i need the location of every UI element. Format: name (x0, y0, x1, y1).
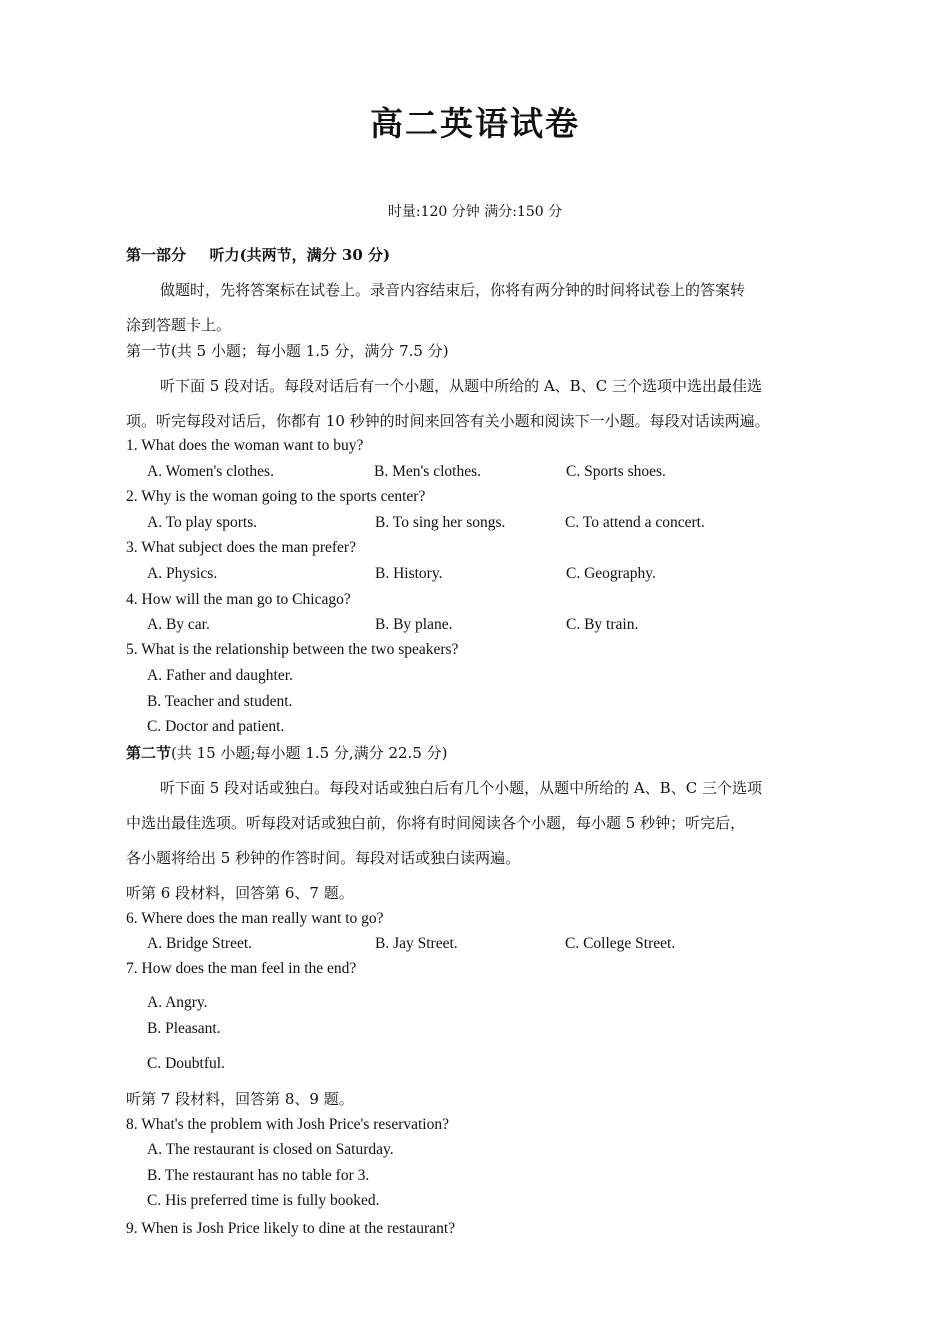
question-5-option-b: B. Teacher and student. (147, 693, 293, 710)
question-4-stem: 4. How will the man go to Chicago? (126, 591, 351, 608)
question-8-option-c: C. His preferred time is fully booked. (147, 1192, 380, 1209)
part1-heading (126, 244, 390, 265)
question-2-option-b: B. To sing her songs. (375, 514, 506, 531)
question-3-option-a: A. Physics. (147, 565, 218, 582)
question-4-option-c: C. By train. (566, 616, 639, 633)
question-1-option-c: C. Sports shoes. (566, 463, 666, 480)
material-6-heading: 听第 6 段材料，回答第 6、7 题。 (126, 884, 354, 902)
part1-heading-rest-bold (210, 246, 391, 264)
part1-heading-label: 第一部分 (126, 246, 187, 264)
question-1-option-b: B. Men's clothes. (374, 463, 481, 480)
question-2-option-c: C. To attend a concert. (565, 514, 705, 531)
section2-heading (126, 742, 448, 763)
question-8-option-a: A. The restaurant is closed on Saturday. (147, 1141, 394, 1158)
question-4-option-a: A. By car. (147, 616, 210, 633)
part1-instruction-line1: 做题时，先将答案标在试卷上。录音内容结束后，你将有两分钟的时间将试卷上的答案转 (160, 281, 746, 299)
question-2-option-a: A. To play sports. (147, 514, 258, 531)
section2-instruction-line3: 各小题将给出 5 秒钟的作答时间。每段对话或独白读两遍。 (126, 849, 521, 867)
question-7-option-a: A. Angry. (147, 994, 208, 1011)
section2-instruction-line1: 听下面 5 段对话或独白。每段对话或独白后有几个小题，从题中所给的 A、B、C 三个选项 (160, 779, 762, 797)
question-1-option-a: A. Women's clothes. (147, 463, 274, 480)
question-5-option-c: C. Doctor and patient. (147, 718, 285, 735)
question-3-option-c: C. Geography. (566, 565, 656, 582)
question-8-stem: 8. What's the problem with Josh Price's reservation? (126, 1116, 449, 1133)
section2-heading-rest: (共 15 小题;每小题 1.5 分,满分 22.5 分) (171, 744, 448, 762)
part1-heading-rest: 听力(共两节，满分 30 分) (209, 246, 391, 264)
question-3-option-b: B. History. (375, 565, 443, 582)
section2-heading-label: 第二节 (126, 744, 172, 762)
page-title: 高二英语试卷 (370, 104, 580, 143)
question-7-option-c: C. Doubtful. (147, 1055, 225, 1072)
question-6-option-b: B. Jay Street. (375, 935, 458, 952)
question-7-option-b: B. Pleasant. (147, 1020, 221, 1037)
material-7-heading: 听第 7 段材料，回答第 8、9 题。 (126, 1090, 354, 1108)
exam-meta: 时量:120 分钟 满分:150 分 (387, 204, 563, 220)
question-9-stem: 9. When is Josh Price likely to dine at the restaurant? (126, 1220, 456, 1237)
question-6-option-c: C. College Street. (565, 935, 676, 952)
question-3-stem: 3. What subject does the man prefer? (126, 539, 356, 556)
question-2-stem: 2. Why is the woman going to the sports center? (126, 488, 426, 505)
section1-heading: 第一节(共 5 小题；每小题 1.5 分，满分 7.5 分) (126, 342, 449, 360)
question-4-option-b: B. By plane. (375, 616, 453, 633)
question-8-option-b: B. The restaurant has no table for 3. (147, 1167, 370, 1184)
question-5-stem: 5. What is the relationship between the two speakers? (126, 641, 459, 658)
question-5-option-a: A. Father and daughter. (147, 667, 293, 684)
question-6-stem: 6. Where does the man really want to go? (126, 910, 384, 927)
question-7-stem: 7. How does the man feel in the end? (126, 960, 357, 977)
section1-instruction-line2: 项。听完每段对话后，你都有 10 秒钟的时间来回答有关小题和阅读下一小题。每段对话读两遍。 (126, 412, 770, 430)
section1-instruction-line1: 听下面 5 段对话。每段对话后有一个小题，从题中所给的 A、B、C 三个选项中选出最佳选 (160, 377, 762, 395)
question-1-stem: 1. What does the woman want to buy? (126, 437, 364, 454)
question-6-option-a: A. Bridge Street. (147, 935, 253, 952)
part1-instruction-line2: 涂到答题卡上。 (126, 316, 232, 334)
section2-instruction-line2: 中选出最佳选项。听每段对话或独白前，你将有时间阅读各个小题，每小题 5 秒钟；听完后， (126, 814, 746, 832)
